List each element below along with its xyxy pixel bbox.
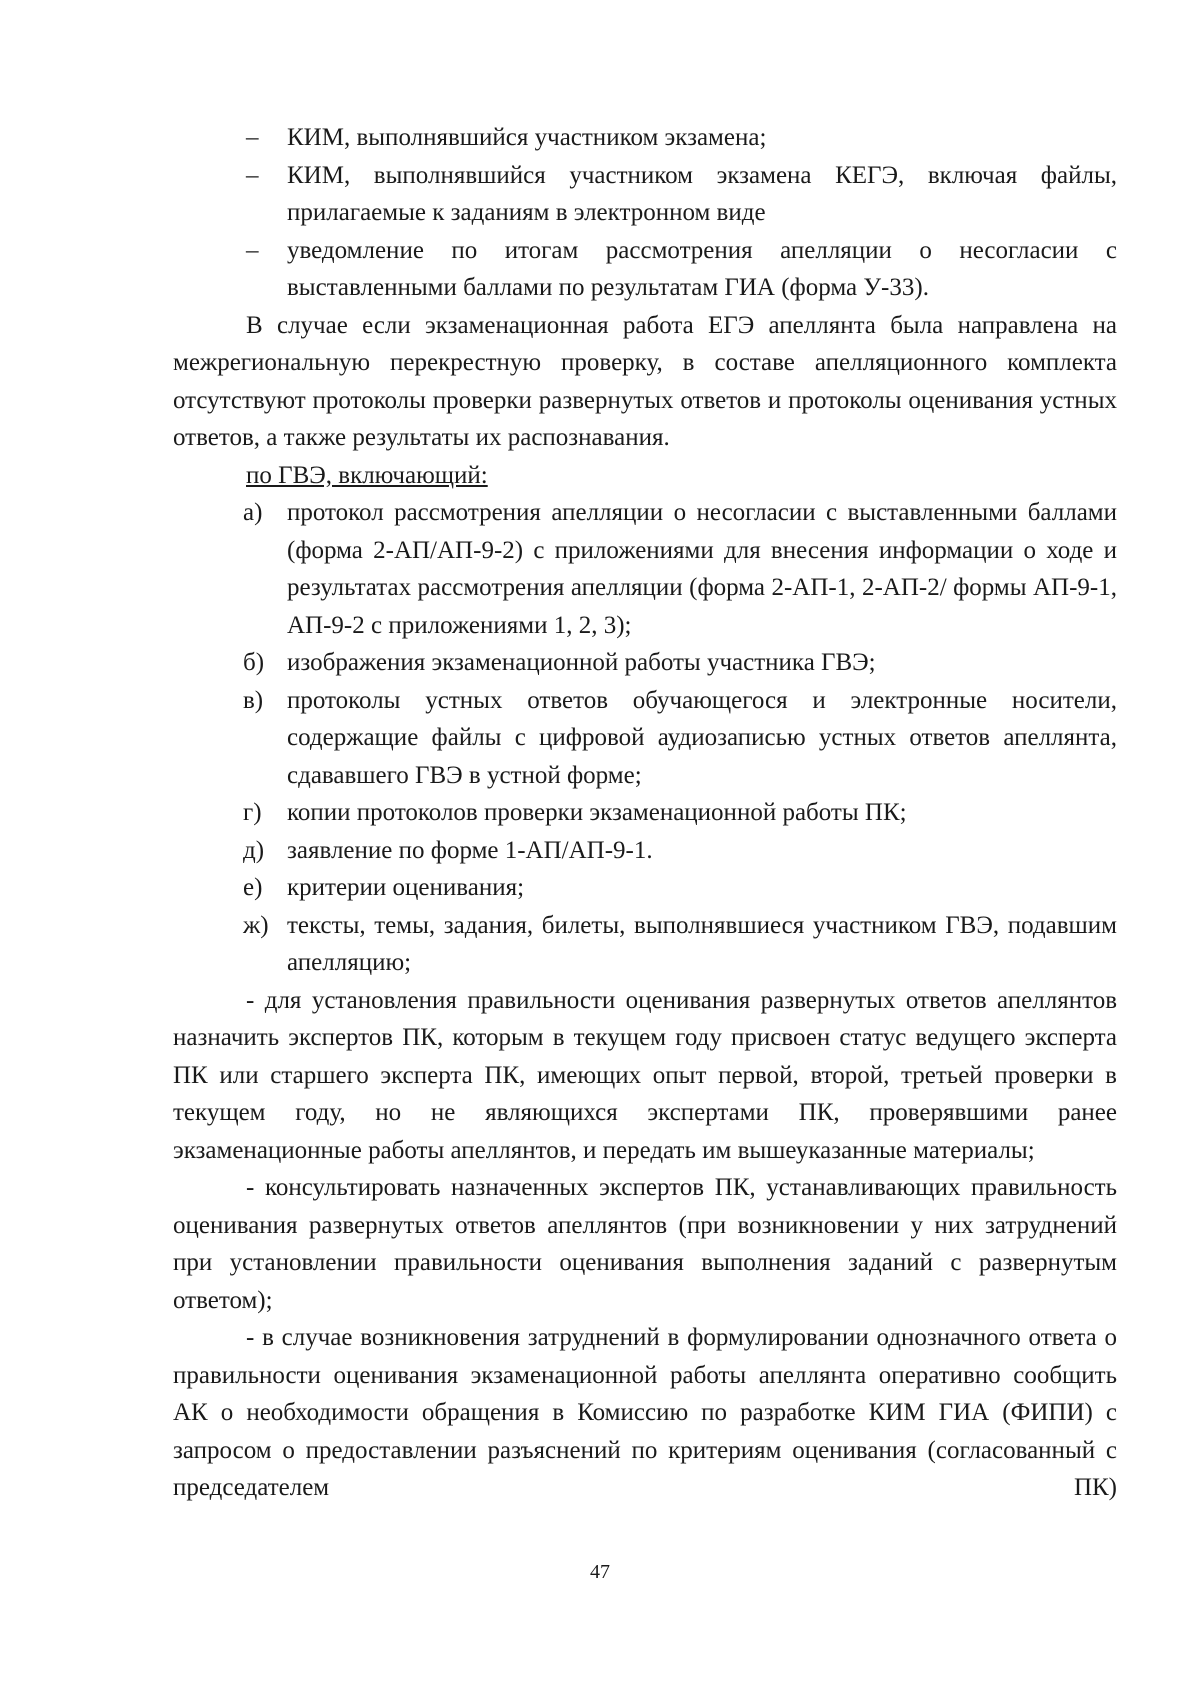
list-item <box>173 869 1117 907</box>
list-marker: а) <box>243 499 263 526</box>
list-marker: – <box>246 236 259 264</box>
list-item-text: протоколы устных ответов обучающегося и электронные носители, содержащие файлы с цифровой аудиозаписью устных ответов апеллянта, сдававшего ГВЭ в устной форме; <box>287 686 1117 789</box>
list-marker: д) <box>243 836 265 864</box>
gve-heading <box>173 457 1117 495</box>
list-marker: ж) <box>243 911 269 939</box>
list-item-text: заявление по форме 1-АП/АП-9-1. <box>287 836 653 864</box>
list-item <box>173 682 1117 795</box>
list-item <box>173 644 1117 682</box>
list-item <box>173 232 1117 307</box>
list-item-text: копии протоколов проверки экзаменационной работы ПК; <box>287 799 907 826</box>
list-item-text: КИМ, выполнявшийся участником экзамена; <box>287 124 767 151</box>
list-item <box>173 832 1117 870</box>
list-item <box>173 794 1117 832</box>
paragraph-assign-experts: - для установления правильности оценивания развернутых ответов апеллянтов назначить экспертов ПК, которым в текущем году присвоен статус ведущего эксперта ПК или старшего эксперта ПК, имеющих опыт первой, второй, третьей проверки в текущем году, но не являющихся экспертами ПК, проверявшими ранее экзаменационные работы апеллянтов, и передать им вышеуказанные материалы; <box>173 986 1117 1164</box>
list-marker: б) <box>243 649 265 676</box>
list-item <box>173 119 1117 157</box>
list-marker: г) <box>243 799 262 826</box>
list-item-text: КИМ, выполнявшийся участником экзамена КЕГЭ, включая файлы, прилагаемые к заданиям в электронном виде <box>287 161 1117 226</box>
paragraph-difficulty: - в случае возникновения затруднений в формулировании однозначного ответа о правильности оценивания экзаменационной работы апеллянта оперативно сообщить АК о необходимости обращения в Комиссию по разработке КИМ ГИА (ФИПИ) с запросом о предоставлении разъяснений по критериям оценивания (согласованный с председателем ПК) <box>173 1324 1117 1501</box>
list-item-text: уведомление по итогам рассмотрения апелляции о несогласии с выставленными баллами по результатам ГИА (форма У-33). <box>287 236 1117 301</box>
list-marker: – <box>246 124 259 151</box>
list-item-text: тексты, темы, задания, билеты, выполнявшиеся участником ГВЭ, подавшим апелляцию; <box>287 911 1117 976</box>
page-number: 47 <box>590 1561 610 1583</box>
list-item <box>173 494 1117 644</box>
paragraph-ege-cross-check: В случае если экзаменационная работа ЕГЭ апеллянта была направлена на межрегиональную перекрестную проверку, в составе апелляционного комплекта отсутствуют протоколы проверки развернутых ответов и протоколы оценивания устных ответов, а также результаты их распознавания. <box>173 311 1117 451</box>
list-item-text: критерии оценивания; <box>287 874 525 901</box>
list-item <box>173 157 1117 232</box>
list-marker: в) <box>243 686 264 714</box>
list-item <box>173 907 1117 982</box>
page-content <box>173 119 1117 1507</box>
list-item-text: изображения экзаменационной работы участника ГВЭ; <box>287 649 876 676</box>
list-item-text: протокол рассмотрения апелляции о несогласии с выставленными баллами (форма 2-АП/АП-9-2) с приложениями для внесения информации о ходе и результатах рассмотрения апелляции (форма 2-АП-1, 2-АП-2/ формы АП-9-1, АП-9-2 с приложениями 1, 2, 3); <box>287 499 1117 639</box>
paragraph-consult-experts: - консультировать назначенных экспертов ПК, устанавливающих правильность оценивания развернутых ответов апеллянтов (при возникновении у них затруднений при установлении правильности оценивания выполнения заданий с развернутым ответом); <box>173 1174 1117 1314</box>
gve-heading-text: по ГВЭ, включающий: <box>246 461 488 489</box>
list-marker: е) <box>243 874 263 901</box>
list-marker: – <box>246 161 259 189</box>
